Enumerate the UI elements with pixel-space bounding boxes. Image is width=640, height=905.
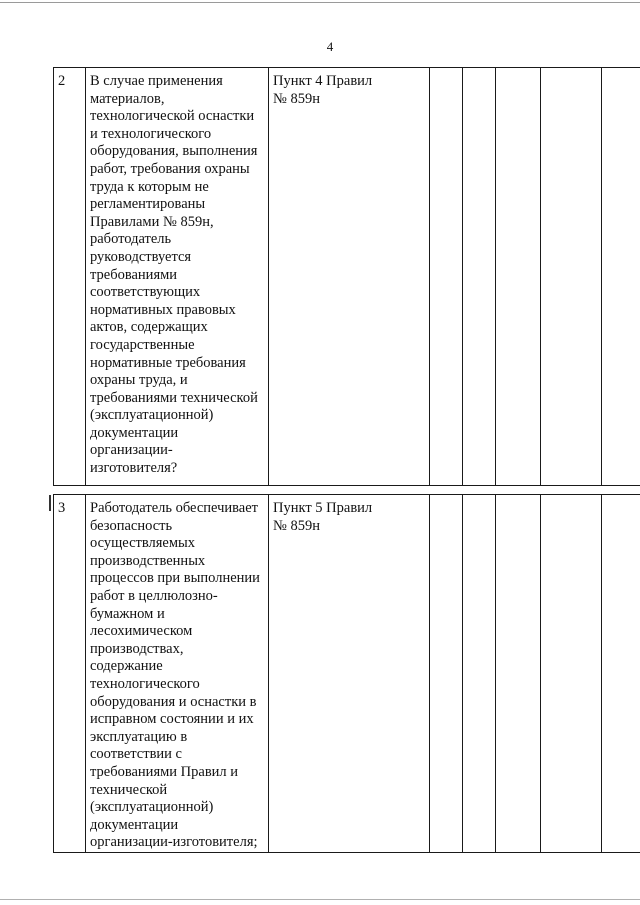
reference-cell: Пункт 4 Правил № 859н [269,68,430,486]
scan-top-edge-line [0,2,640,3]
notes-cell[interactable] [602,495,640,853]
table-row-break [54,486,640,495]
answer-cell-not-applicable[interactable] [496,68,541,486]
row-gap [54,486,640,495]
checklist-table [53,67,640,853]
reference-cell: Пункт 5 Правил № 859н [269,495,430,853]
answer-cell-yes[interactable] [430,68,463,486]
answer-cell-extra[interactable] [541,495,602,853]
page-number: 4 [326,39,334,54]
answer-cell-no[interactable] [463,495,496,853]
row-number-cell: 2 [54,68,86,486]
table-row [54,68,640,486]
notes-cell[interactable] [602,68,640,486]
row-number-cell: 3 [54,495,86,853]
answer-cell-no[interactable] [463,68,496,486]
answer-cell-extra[interactable] [541,68,602,486]
table-row [54,495,640,853]
question-cell: В случае применения материалов, технологической оснастки и технологического оборудования, выполнения работ, требования охраны труда к которым не регламентированы Правилами № 859н, работодатель руководствуется требованиями соответствующих нормативных правовых актов, содержащих государственные нормативные требования охраны труда, и требованиями технической (эксплуатационной) документации организации- изготовителя? [86,68,269,486]
answer-cell-yes[interactable] [430,495,463,853]
question-cell: Работодатель обеспечивает безопасность осуществляемых производственных процессов при выполнении работ в целлюлозно- бумажном и лесохимическом производствах, содержание технологического оборудования и оснастки в исправном состоянии и их эксплуатацию в соответствии с требованиями Правил и технической (эксплуатационной) документации организации-изготовителя; [86,495,269,853]
answer-cell-not-applicable[interactable] [496,495,541,853]
scan-bottom-edge-line [0,899,640,900]
margin-mark [49,495,51,511]
